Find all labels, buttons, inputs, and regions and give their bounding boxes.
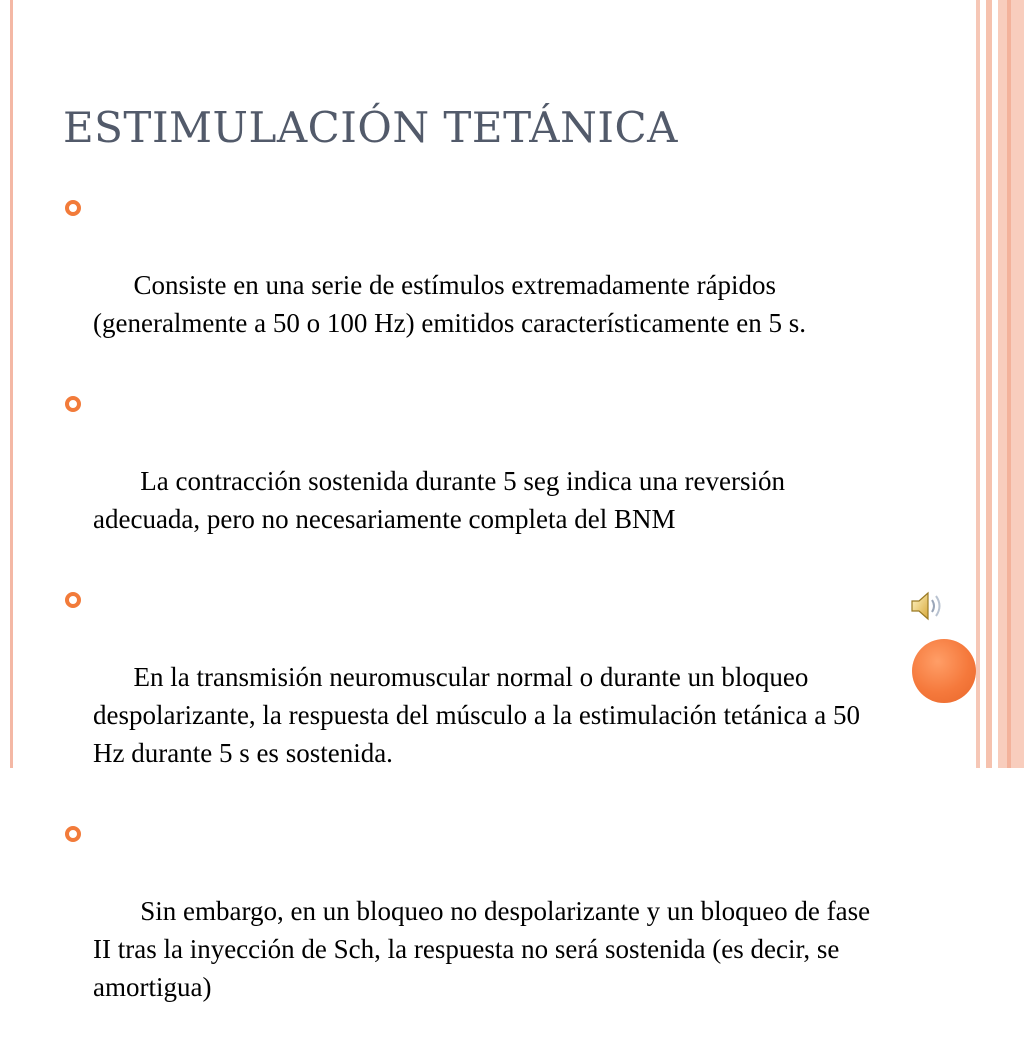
bullet-item xyxy=(60,816,880,1044)
bullet-text: Sin embargo, en un bloqueo no despolarizante y un bloqueo de fase II tras la inyección de Sch, la respuesta no será sostenida (es decir, se amortigua) xyxy=(93,896,877,1002)
speaker-icon[interactable] xyxy=(908,588,948,624)
right-decorative-stripe xyxy=(1007,0,1011,768)
nav-circle-button[interactable] xyxy=(912,639,976,703)
right-decorative-stripe xyxy=(976,0,980,768)
right-decorative-stripe xyxy=(998,0,1024,768)
bullet-item xyxy=(60,190,880,380)
bullet-marker-icon xyxy=(65,396,81,412)
bullet-text: La contracción sostenida durante 5 seg indica una reversión adecuada, pero no necesariamente completa del BNM xyxy=(93,466,792,534)
left-accent-line xyxy=(10,0,13,768)
bullet-marker-icon xyxy=(65,826,81,842)
bullet-marker-icon xyxy=(65,592,81,608)
right-decorative-stripe xyxy=(986,0,992,768)
bullet-marker-icon xyxy=(65,200,81,216)
bullet-list xyxy=(60,190,880,1050)
bullet-item xyxy=(60,386,880,576)
bullet-text: Consiste en una serie de estímulos extremadamente rápidos (generalmente a 50 o 100 Hz) emitidos característicamente en 5 s. xyxy=(93,270,806,338)
bullet-text: En la transmisión neuromuscular normal o durante un bloqueo despolarizante, la respuesta del músculo a la estimulación tetánica a 50 Hz durante 5 s es sostenida. xyxy=(93,662,867,768)
bullet-item xyxy=(60,582,880,810)
slide-title: ESTIMULACIÓN TETÁNICA xyxy=(63,103,678,152)
